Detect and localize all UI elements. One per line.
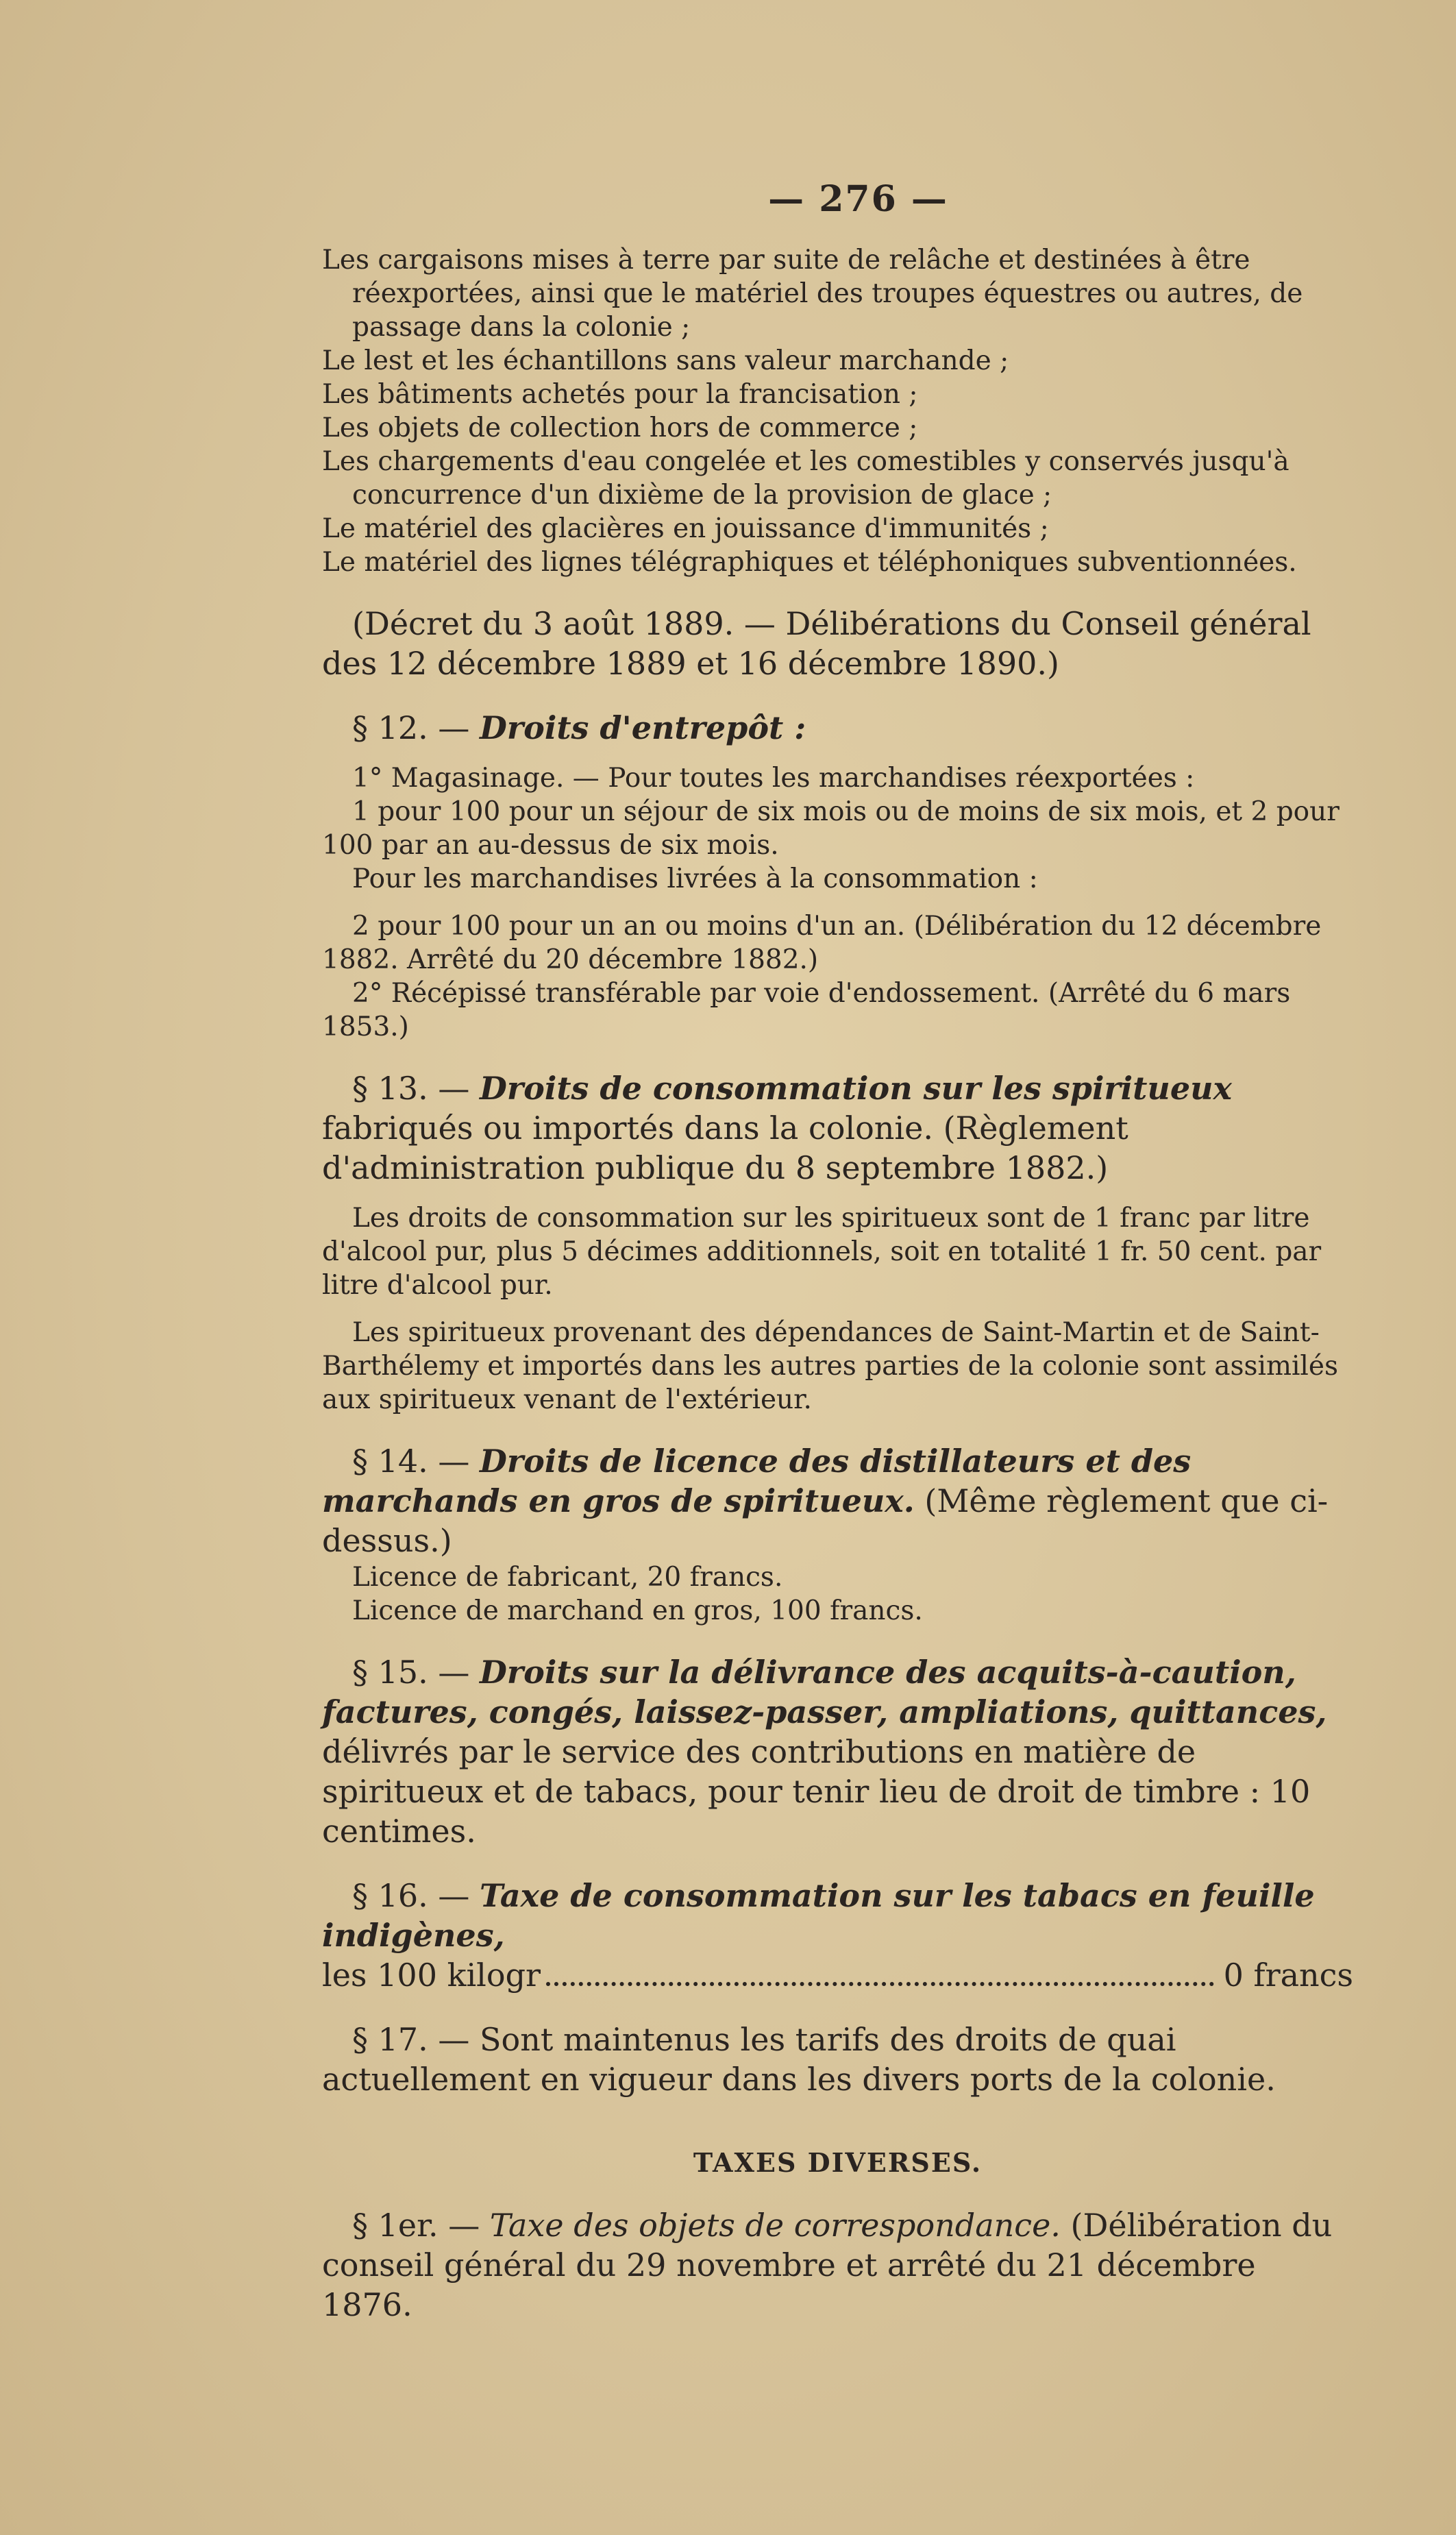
section-text: (Délibération du conseil général du 29 novembre et arrêté du 21 décembre 1876. [322, 2207, 1333, 2323]
paragraph: Licence de fabricant, 20 francs. [352, 1562, 783, 1593]
dot-leader [546, 1982, 1214, 1986]
paragraph: 2° Récépissé transférable par voie d'endossement. (Arrêté du 6 mars 1853.) [322, 978, 1291, 1042]
paragraph: 1° Magasinage. — Pour toutes les marchandises réexportées : [352, 763, 1195, 794]
section-number: § 16. — [352, 1877, 470, 1914]
list-item: Les objets de collection hors de commerce ; [322, 413, 918, 443]
section-title: Droits sur la délivrance des acquits-à-caution, factures, congés, laissez-passer, ampliations, quittances, [322, 1654, 1327, 1730]
paragraph: 1 pour 100 pour un séjour de six mois ou de moins de six mois, et 2 pour 100 par an au-dessus de six mois. [322, 796, 1340, 861]
amount: 0 francs [1223, 1957, 1353, 1994]
section-16 [322, 1876, 1353, 1955]
section-15 [322, 1652, 1353, 1851]
section-13-heading [322, 1068, 1353, 1188]
section-title: Droits de licence des distillateurs et des marchands en gros de spiritueux. [322, 1443, 1192, 1519]
taxes-heading: TAXES DIVERSES. [693, 2147, 983, 2178]
section-title: Droits d'entrepôt : [480, 709, 806, 746]
decree-reference: (Décret du 3 août 1889. — Délibérations du Conseil général des 12 décembre 1889 et 16 décembre 1890.) [322, 605, 1311, 682]
section-16-amount-line [322, 1955, 1353, 1995]
section-text: fabriqués ou importés dans la colonie. (Règlement d'administration publique du 8 septembre 1882.) [322, 1110, 1128, 1186]
page-number: — 276 — [768, 178, 948, 220]
section-number: § 13. — [352, 1070, 470, 1107]
section-14-heading [322, 1441, 1353, 1560]
intro-list [322, 243, 1353, 579]
section-17: § 17. — Sont maintenus les tarifs des droits de quai actuellement en vigueur dans les divers ports de la colonie. [322, 2021, 1276, 2098]
section-number: § 14. — [352, 1443, 470, 1480]
list-item: Les chargements d'eau congelée et les comestibles y conservés jusqu'à concurrence d'un dixième de la provision de glace ; [322, 446, 1290, 511]
section-text: les 100 kilogr [322, 1957, 541, 1994]
paragraph: Pour les marchandises livrées à la consommation : [352, 864, 1038, 894]
list-item: Les cargaisons mises à terre par suite de relâche et destinées à être réexportées, ainsi que le matériel des troupes équestres ou autres, de passage dans la colonie ; [322, 245, 1303, 343]
section-12-heading [322, 708, 1353, 748]
section-1er [322, 2205, 1353, 2325]
paragraph: Les spiritueux provenant des dépendances de Saint-Martin et de Saint-Barthélemy et importés dans les autres parties de la colonie sont assimilés aux spiritueux venant de l'extérieur. [322, 1317, 1338, 1415]
section-text: délivrés par le service des contributions en matière de spiritueux et de tabacs, pour tenir lieu de droit de timbre : 10 centimes. [322, 1733, 1311, 1850]
section-number: § 1er. — [352, 2207, 480, 2244]
section-number: § 15. — [352, 1654, 470, 1691]
section-number: § 12. — [352, 709, 470, 746]
paragraph: Les droits de consommation sur les spiritueux sont de 1 franc par litre d'alcool pur, plus 5 décimes additionnels, soit en totalité 1 fr. 50 cent. par litre d'alcool pur. [322, 1203, 1322, 1301]
section-title: Taxe des objets de correspondance. [489, 2207, 1061, 2244]
section-title: Taxe de consommation sur les tabacs en feuille indigènes, [322, 1877, 1315, 1954]
section-text: (Même règlement que ci-dessus.) [322, 1482, 1329, 1559]
paragraph: 2 pour 100 pour un an ou moins d'un an. (Délibération du 12 décembre 1882. Arrêté du 20 décembre 1882.) [322, 911, 1322, 975]
list-item: Le lest et les échantillons sans valeur marchande ; [322, 345, 1009, 376]
list-item: Les bâtiments achetés pour la francisation ; [322, 379, 918, 410]
list-item: Le matériel des glacières en jouissance d'immunités ; [322, 513, 1049, 544]
paragraph: Licence de marchand en gros, 100 francs. [352, 1595, 923, 1626]
section-title: Droits de consommation sur les spiritueux [480, 1070, 1232, 1107]
list-item: Le matériel des lignes télégraphiques et téléphoniques subventionnées. [322, 547, 1297, 578]
